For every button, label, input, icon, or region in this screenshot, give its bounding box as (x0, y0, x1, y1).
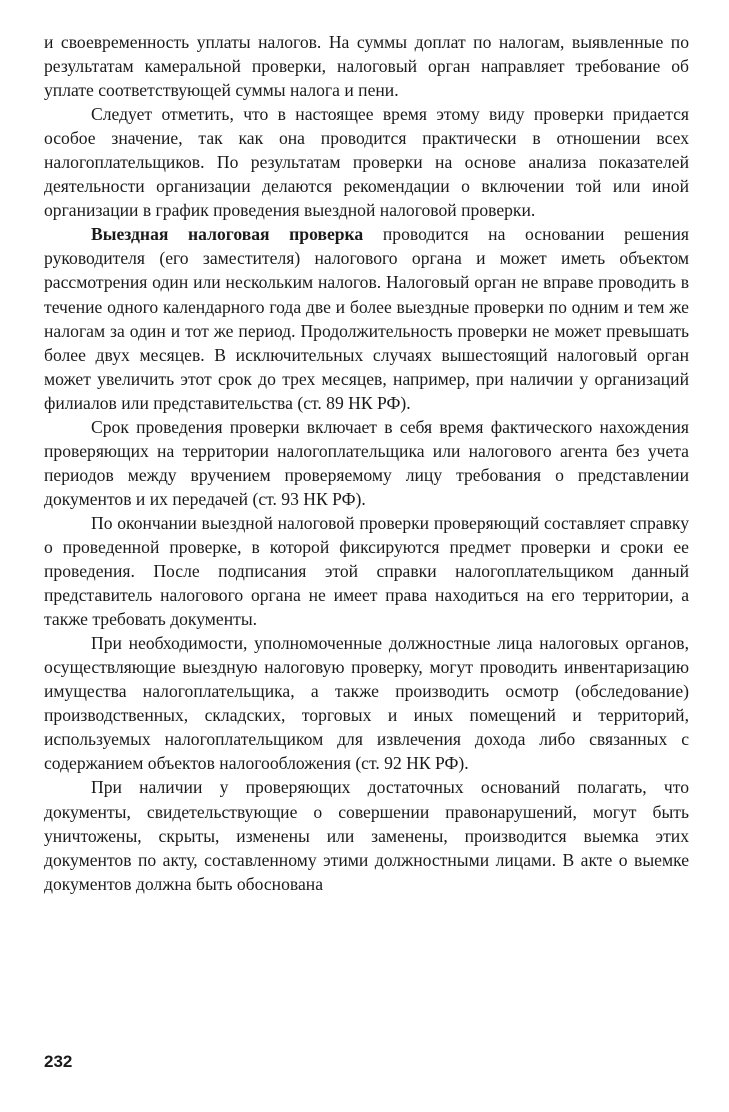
page-number: 232 (44, 1052, 73, 1071)
document-page (44, 30, 689, 896)
paragraph-4 (44, 415, 689, 511)
paragraph-1-text: и своевременность уплаты налогов. На суммы доплат по налогам, выявленные по результатам камеральной проверки, налоговый орган направляет требование об уплате соответствующей суммы налога и пени. (44, 32, 689, 101)
paragraph-3-text: проводится на основании решения руководителя (его заместителя) налогового органа и может иметь объектом рассмотрения один или нескольким налогов. Налоговый орган не вправе проводить в течение одного календарного года две и более выездные проверки по одним и тем же налогам за один и тот же период. Продолжительность проверки не может превышать более двух месяцев. В исключительных случаях вышестоящий налоговый орган может увеличить этот срок до трех месяцев, например, при наличии у организаций филиалов или представительства (ст. 89 НК РФ). (44, 224, 689, 413)
paragraph-4-text: Срок проведения проверки включает в себя время фактического нахождения проверяющих на территории налогоплательщика или налогового агента без учета периодов между вручением проверяемому лицу требования о представлении документов и их передачей (ст. 93 НК РФ). (44, 416, 689, 509)
paragraph-6-text: При необходимости, уполномоченные должностные лица налоговых органов, осуществляющие выездную налоговую проверку, могут проводить инвентаризацию имущества налогоплательщика, а также производить осмотр (обследование) производственных, складских, торговых и иных помещений и территорий, используемых налогоплательщиком для извлечения дохода либо связанных с содержанием объектов налогообложения (ст. 92 НК РФ). (44, 633, 689, 774)
paragraph-5 (44, 511, 689, 631)
paragraph-2 (44, 102, 689, 222)
paragraph-2-text: Следует отметить, что в настоящее время этому виду проверки придается особое значение, так как она проводится практически в отношении всех налогоплательщиков. По результатам проверки на основе анализа показателей деятельности организации делаются рекомендации о включении той или иной организации в график проведения выездной налоговой проверки. (44, 104, 689, 221)
paragraph-6 (44, 631, 689, 775)
paragraph-7-text: При наличии у проверяющих достаточных оснований полагать, что документы, свидетельствующие о совершении правонарушений, могут быть уничтожены, скрыты, изменены или заменены, производится выемка этих документов по акту, составленному этими должностными лицами. В акте о выемке документов должна быть обоснована (44, 777, 689, 894)
paragraph-3 (44, 222, 689, 414)
paragraph-1 (44, 30, 689, 102)
paragraph-7 (44, 775, 689, 895)
paragraph-3-term: Выездная налоговая проверка (91, 224, 364, 245)
paragraph-5-text: По окончании выездной налоговой проверки проверяющий составляет справку о проведенной проверке, в которой фиксируются предмет проверки и сроки ее проведения. После подписания этой справки налогоплательщиком данный представитель налогового органа не имеет права находиться на его территории, а также требовать документы. (44, 512, 689, 630)
